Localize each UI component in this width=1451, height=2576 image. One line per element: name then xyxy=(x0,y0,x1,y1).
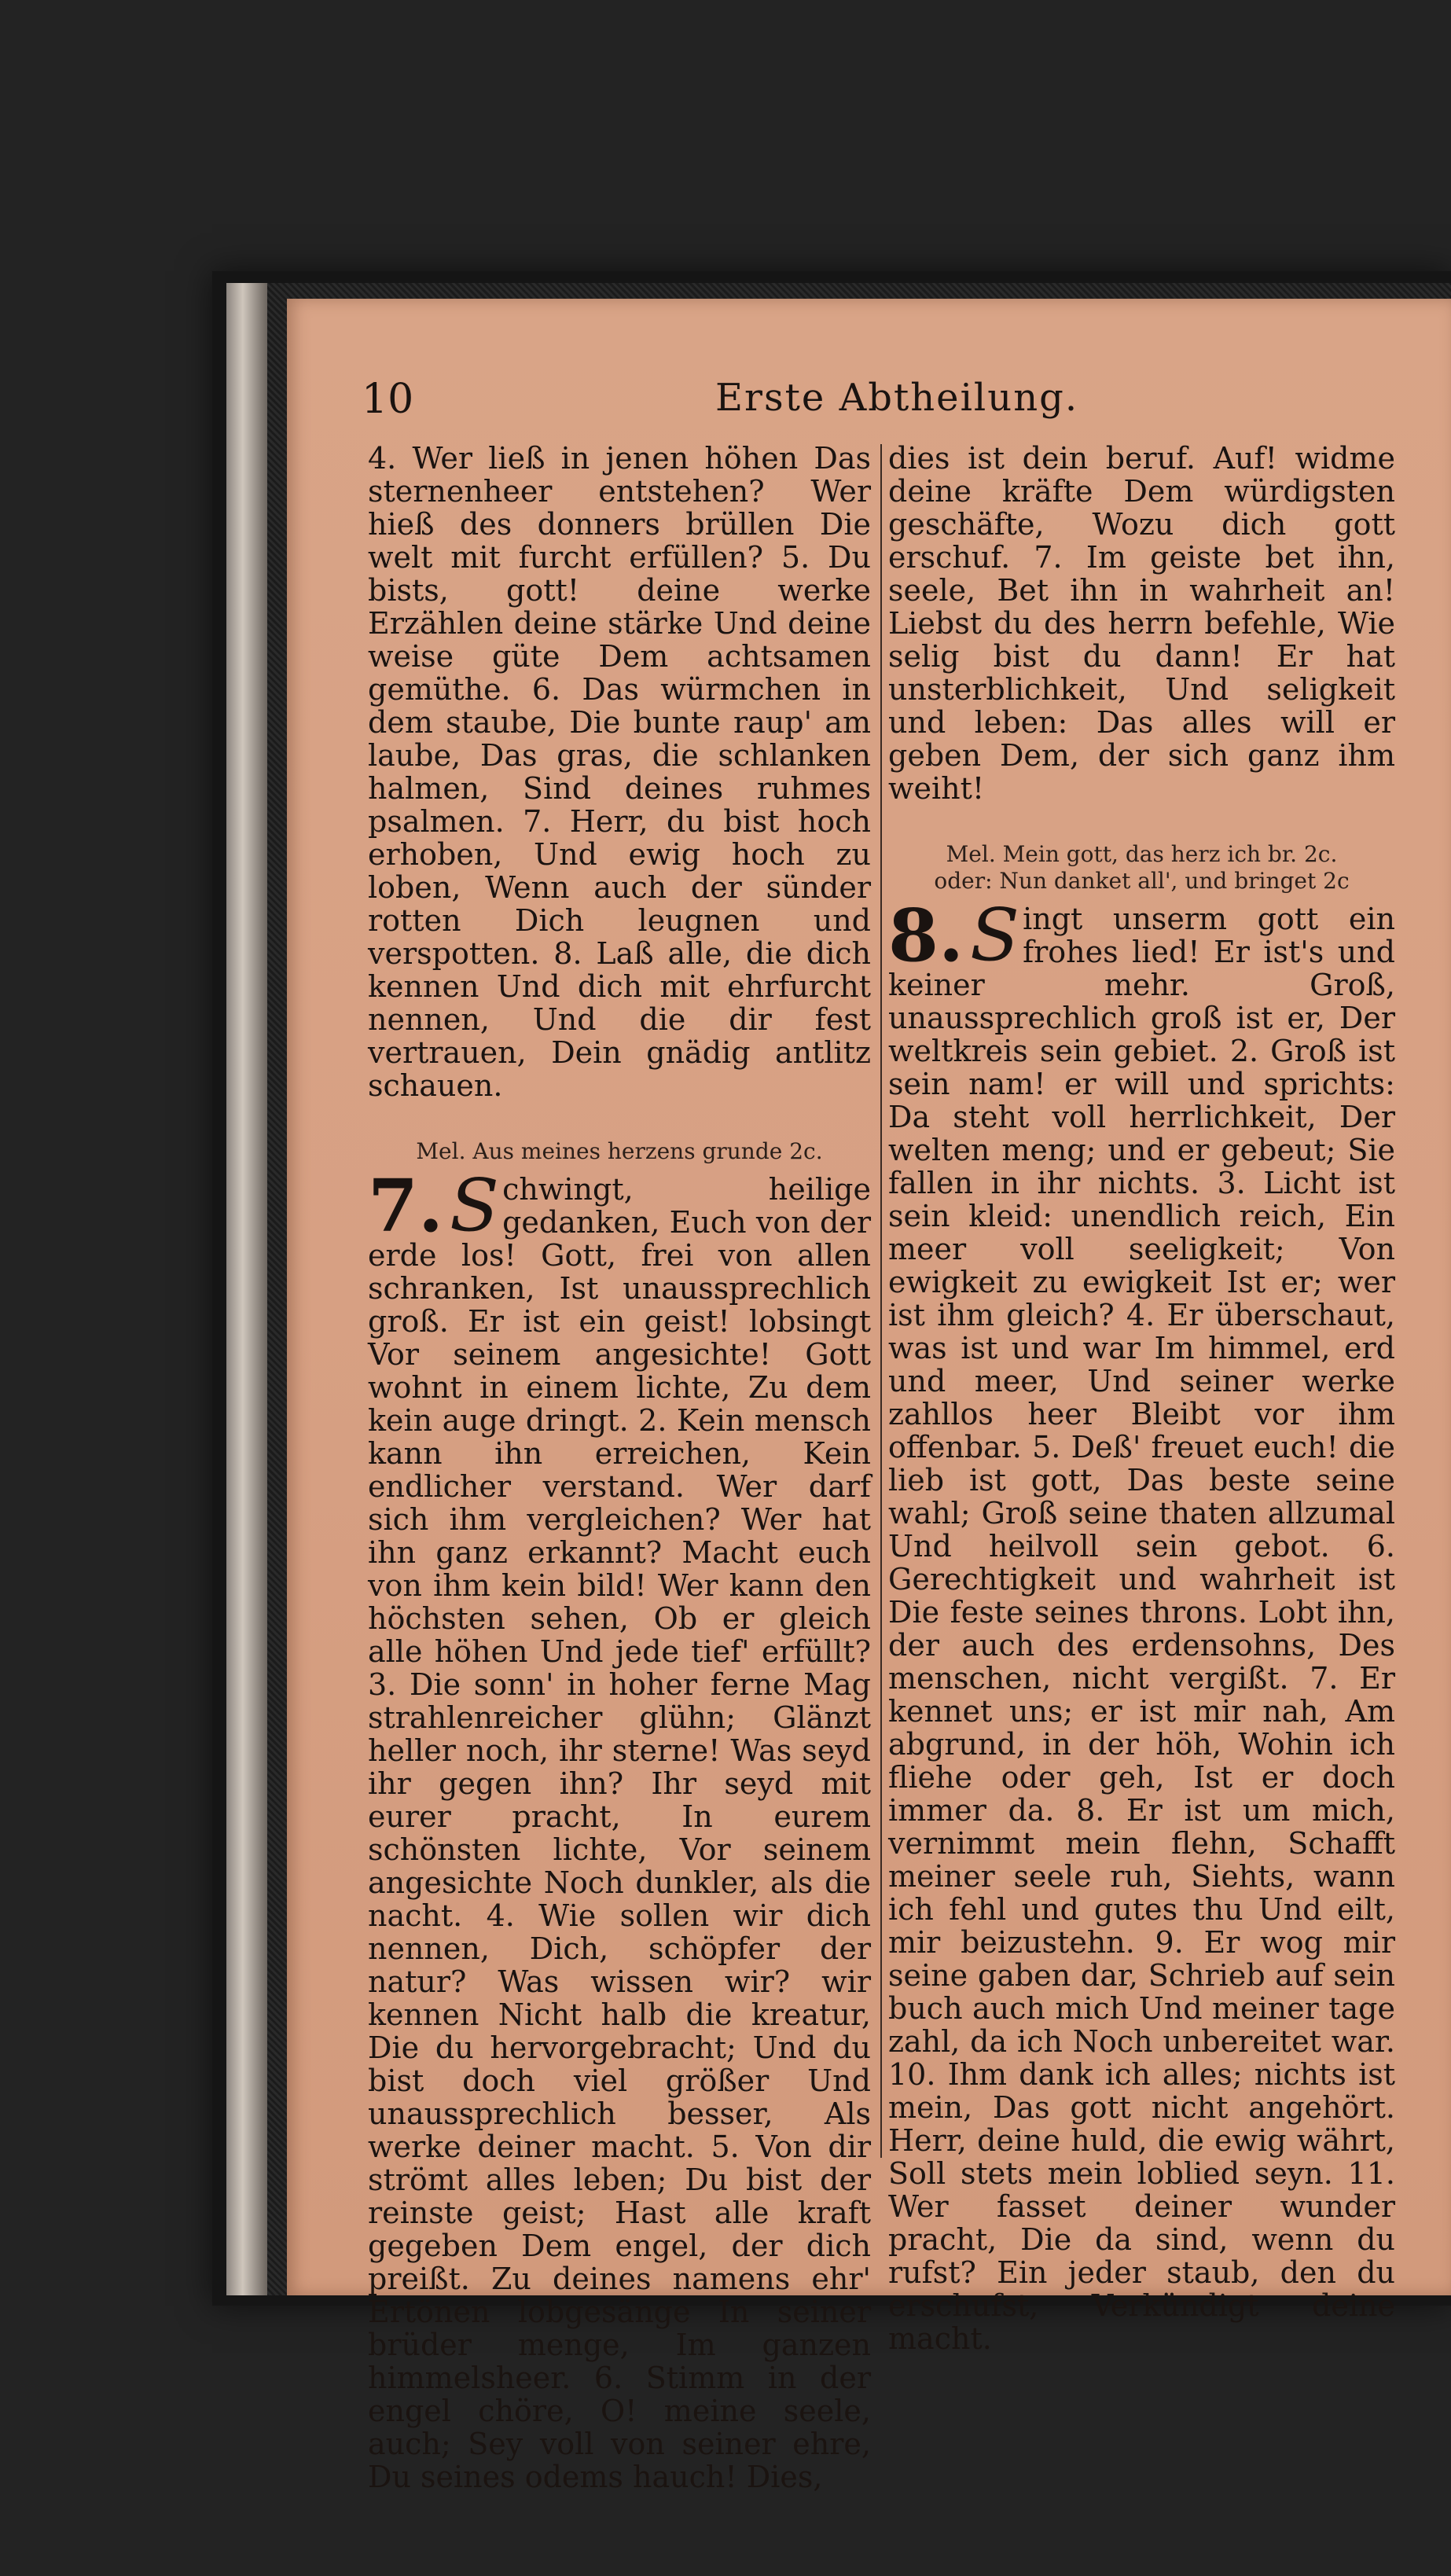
hymn-number: 8. xyxy=(888,893,964,978)
right-hymn-continuation: dies ist dein beruf. Auf! widme deine kräfte Dem würdigsten geschäfte, Wozu dich gott erschuf. 7. Im geiste bet ihn, seele, Bet ihn in wahrheit an! Liebst du des herrn befehle, Wie selig bist du dann! Er hat unsterblichkeit, Und seligkeit und leben: Das alles will er geben Dem, der sich ganz ihm weiht! xyxy=(888,441,1395,806)
right-column xyxy=(888,442,1395,2355)
left-column xyxy=(368,442,871,2493)
hymn-8-text: ingt unserm gott ein frohes lied! Er ist's und keiner mehr. Groß, unaussprechlich groß ist er, Der weltkreis sein gebiet. 2. Groß ist sein nam! er will und sprichts: Da steht voll herrlichkeit, Der welten meng; und er gebeut; Sie fallen in ihr nichts. 3. Licht ist sein kleid: unendlich reich, Ein meer voll seeligkeit; Von ewigkeit zu ewigkeit Ist er; wer ist ihm gleich? 4. Er überschaut, was ist und war Im himmel, erd und meer, Und seiner werke zahllos heer Bleibt vor ihm offenbar. 5. Deß' freuet euch! die lieb ist gott, Das beste seine wahl; Groß seine thaten allzumal Und heilvoll sein gebot. 6. Gerechtigkeit und wahrheit ist Die feste seines throns. Lobt ihn, der auch des erdensohns, Des menschen, nicht vergißt. 7. Er kennet uns; er ist mir nah, Am abgrund, in der höh, Wohin ich fliehe oder geh, Ist er doch immer da. 8. Er ist um mich, vernimmt mein flehn, Schafft meiner seele ruh, Siehts, wann ich fehl und gutes thu Und eilt, mir beizustehn. 9. Er wog mir seine gaben dar, Schrieb auf sein buch auch mich Und meiner tage zahl, da ich Noch unbereitet war. 10. Ihm dank ich alles; nichts ist mein, Das gott nicht angehört. Herr, deine huld, die ewig währt, Soll stets mein loblied seyn. 11. Wer fasset deiner wunder pracht, Die da sind, wenn du rufst? Ein jeder staub, den du erschufst, Verkündigt deine macht. xyxy=(888,902,1395,2356)
page-header xyxy=(362,376,1423,431)
right-melody-line-1: Mel. Mein gott, das herz ich br. 2c. xyxy=(946,841,1338,867)
drop-initial: S xyxy=(450,1163,500,1248)
running-head: Erste Abtheilung. xyxy=(715,376,1079,420)
right-melody-line-2: oder: Nun danket all', und bringet 2c xyxy=(934,868,1350,894)
column-divider xyxy=(880,444,882,2158)
page-number: 10 xyxy=(362,376,414,423)
hymn-8 xyxy=(888,893,1395,2356)
left-melody-line: Mel. Aus meines herzens grunde 2c. xyxy=(416,1138,823,1164)
hymn-7-text: chwingt, heilige gedanken, Euch von der erde los! Gott, frei von allen schranken, Ist unaussprechlich groß. Er ist ein geist! lobsingt Vor seinem angesichte! Gott wohnt in einem lichte, Zu dem kein auge dringt. 2. Kein mensch kann ihn erreichen, Kein endlicher verstand. Wer darf sich ihm vergleichen? Wer hat ihn ganz erkannt? Macht euch von ihm kein bild! Wer kann den höchsten sehen, Ob er gleich alle höhen Und jede tief' erfüllt? 3. Die sonn' in hoher ferne Mag strahlenreicher glühn; Glänzt heller noch, ihr sterne! Was seyd ihr gegen ihn? Ihr seyd mit eurer pracht, In eurem schönsten lichte, Vor seinem angesichte Noch dunkler, als die nacht. 4. Wie sollen wir dich nennen, Dich, schöpfer der natur? Was wissen wir? wir kennen Nicht halb die kreatur, Die du hervorgebracht; Und du bist doch viel größer Und unaussprechlich besser, Als werke deiner macht. 5. Von dir strömt alles leben; Du bist der reinste geist; Hast alle kraft gegeben Dem engel, der dich preißt. Zu deines namens ehr' Ertönen lobgesänge In seiner brüder menge, Im ganzen himmelsheer. 6. Stimm in der engel chöre, O! meine seele, auch; Sey voll von seiner ehre, Du seines odems hauch! Dies, xyxy=(368,1172,871,2494)
page-edge xyxy=(226,283,267,2295)
left-hymn-continuation: 4. Wer ließ in jenen höhen Das sternenheer entstehen? Wer hieß des donners brüllen Die welt mit furcht erfüllen? 5. Du bists, gott! deine werke Erzählen deine stärke Und deine weise güte Dem achtsamen gemüthe. 6. Das würmchen in dem staube, Die bunte raup' am laube, Das gras, die schlanken halmen, Sind deines ruhmes psalmen. 7. Herr, du bist hoch erhoben, Und ewig hoch zu loben, Wenn auch der sünder rotten Dich leugnen und verspotten. 8. Laß alle, die dich kennen Und dich mit ehrfurcht nennen, Und die dir fest vertrauen, Dein gnädig antlitz schauen. xyxy=(368,441,871,1103)
hymn-number: 7. xyxy=(368,1163,444,1248)
drop-initial: S xyxy=(970,893,1020,977)
hymn-7 xyxy=(368,1163,871,2494)
